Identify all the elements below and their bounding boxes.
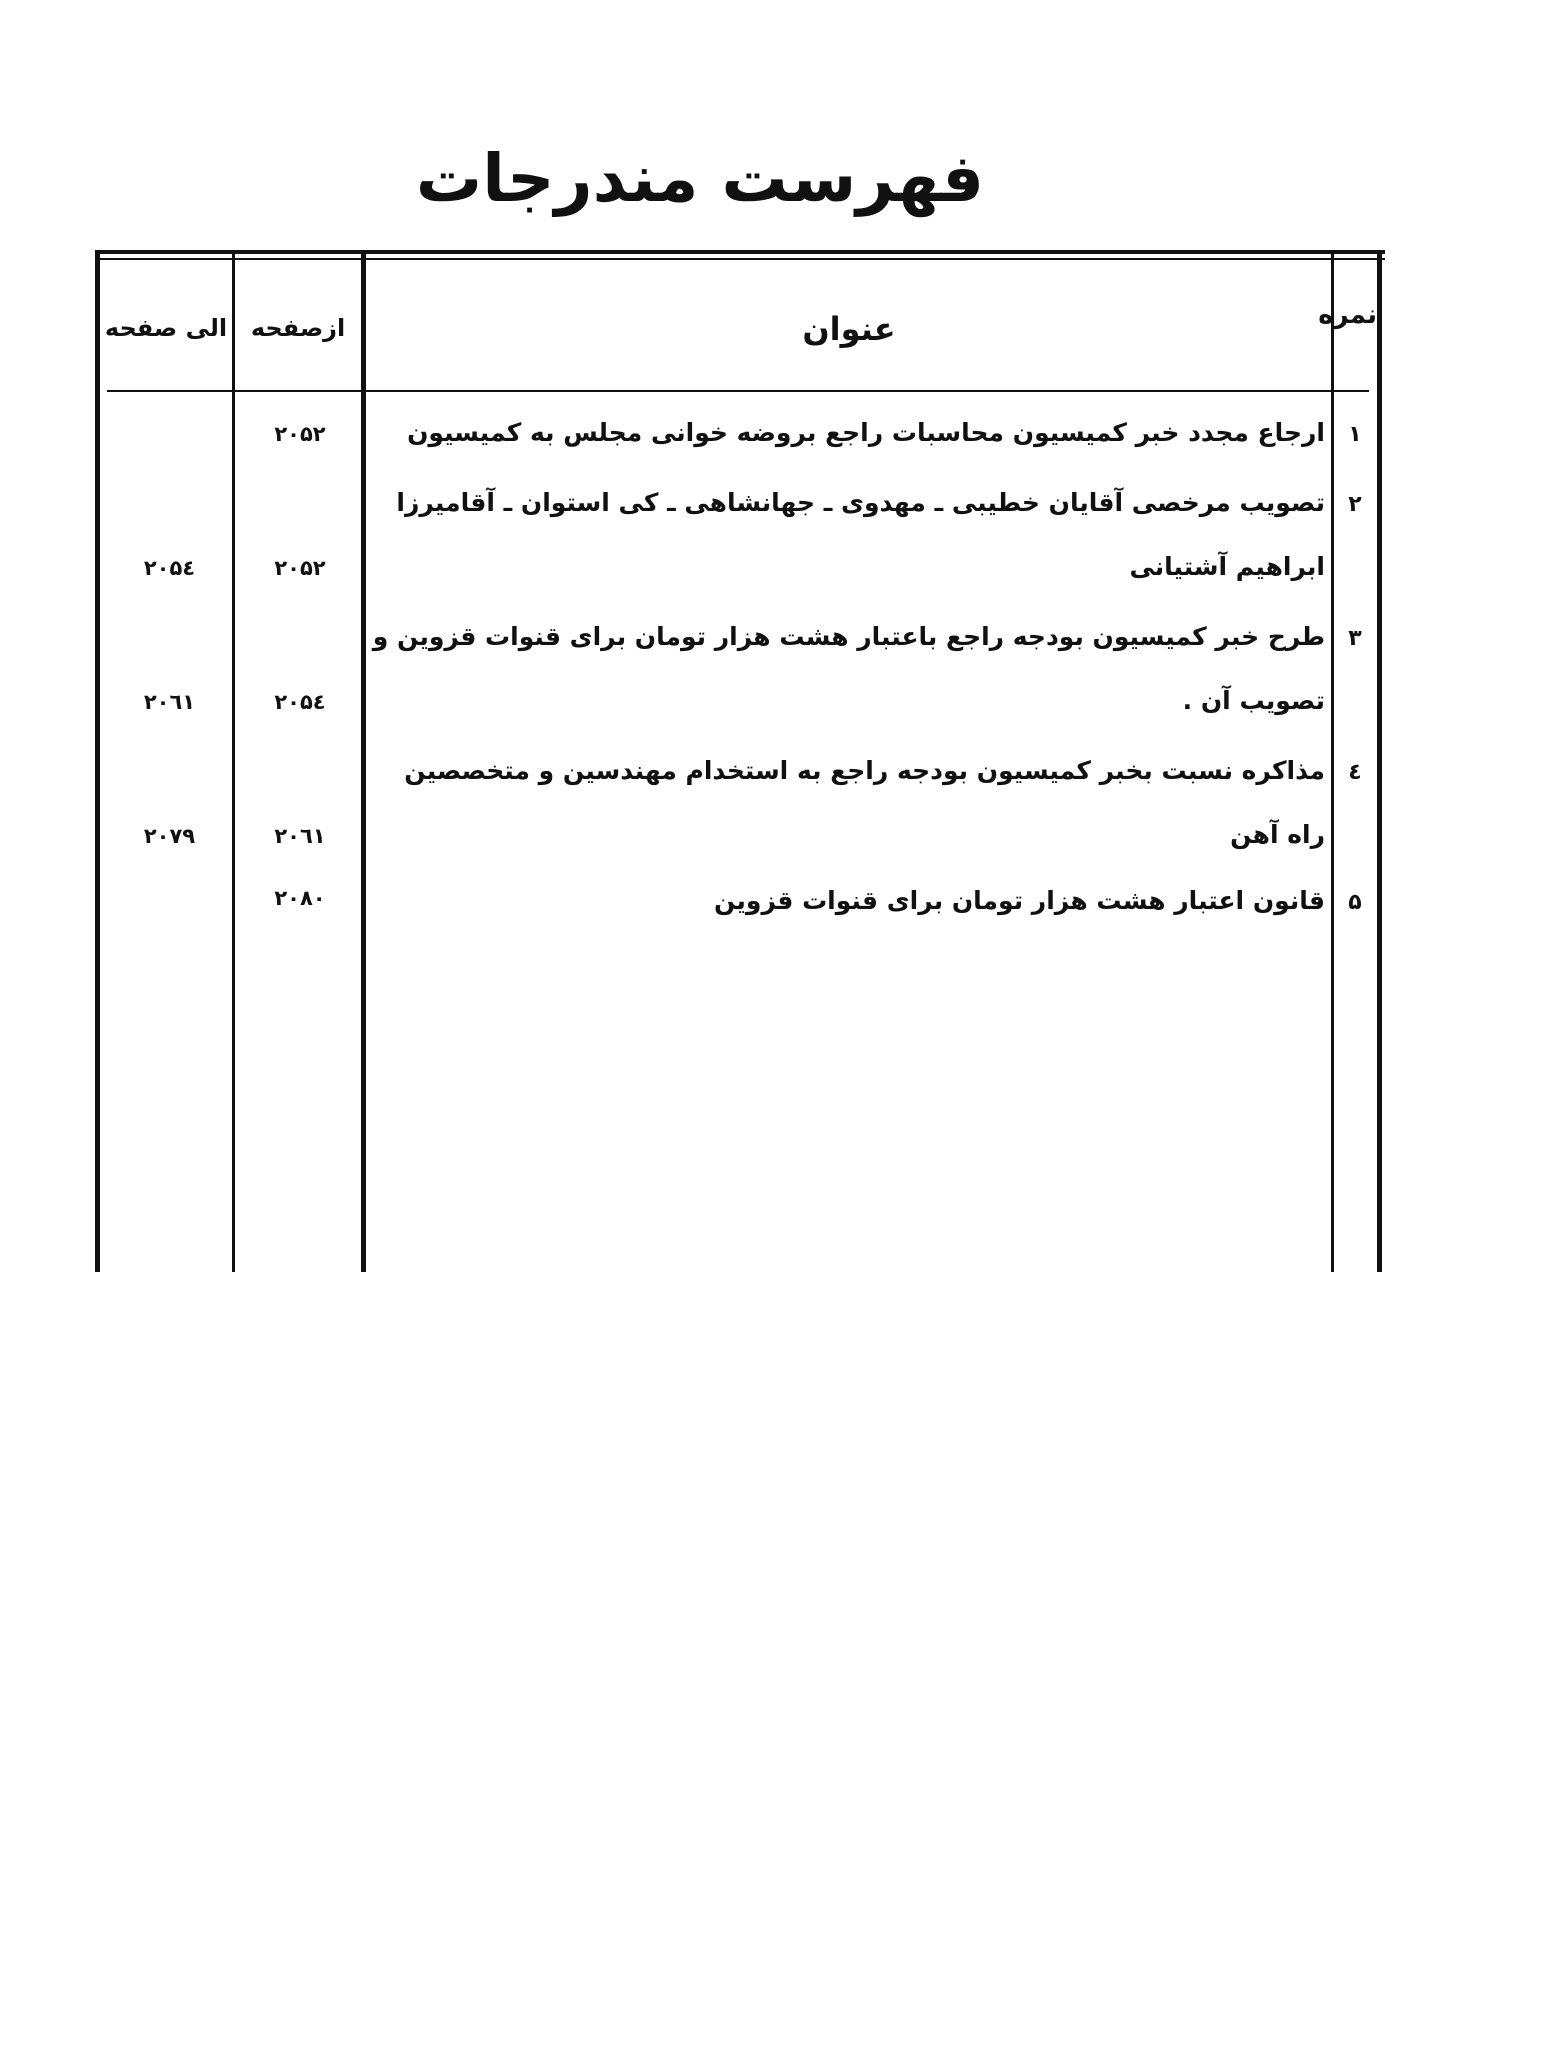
header-from-page: ازصفحه bbox=[250, 314, 346, 342]
entry-4-line-1: مذاکره نسبت بخبر کمیسیون بودجه راجع به استخدام مهندسین و متخصصین bbox=[404, 756, 1325, 785]
entry-3-line-1: طرح خبر کمیسیون بودجه راجع باعتبار هشت هزار تومان برای قنوات قزوین و bbox=[372, 622, 1325, 651]
entry-2-line-1: تصویب مرخصی آقایان خطیبی ـ مهدوی ـ جهانشاهی ـ کی استوان ـ آقامیرزا bbox=[396, 488, 1325, 517]
header-subject: عنوان bbox=[802, 310, 896, 348]
column-divider-subject-number bbox=[1331, 250, 1334, 1272]
header-bottom-rule bbox=[107, 390, 1369, 392]
entry-2-line-2: ابراهیم آشتیانی bbox=[1129, 552, 1325, 581]
entry-5-number: ۵ bbox=[1348, 890, 1362, 915]
entry-2-number: ۲ bbox=[1348, 492, 1362, 517]
entry-4-line-2: راه آهن bbox=[1230, 820, 1325, 849]
entry-4-number: ٤ bbox=[1348, 760, 1362, 785]
column-divider-to-from bbox=[232, 250, 235, 1272]
entry-1-from-page: ۲۰۵۲ bbox=[274, 422, 326, 446]
header-number: نمره bbox=[1318, 300, 1377, 330]
table-left-border bbox=[95, 250, 100, 1272]
entry-4-from-page: ۲۰٦۱ bbox=[274, 824, 326, 848]
entry-5-line-1: قانون اعتبار هشت هزار تومان برای قنوات قزوین bbox=[714, 886, 1325, 915]
entry-3-number: ۳ bbox=[1348, 626, 1362, 651]
table-top-rule bbox=[95, 250, 1385, 254]
entry-3-to-page: ۲۰٦۱ bbox=[143, 690, 196, 714]
column-divider-from-subject bbox=[361, 250, 366, 1272]
table-right-border bbox=[1377, 250, 1382, 1272]
contents-table bbox=[95, 250, 1385, 1272]
entry-2-to-page: ۲۰۵٤ bbox=[143, 556, 196, 580]
page-title: فهرست مندرجات bbox=[415, 140, 985, 217]
entry-4-to-page: ۲۰۷۹ bbox=[143, 824, 196, 848]
entry-1-line-1: ارجاع مجدد خبر کمیسیون محاسبات راجع بروضه خوانی مجلس به کمیسیون bbox=[407, 418, 1325, 447]
entry-2-from-page: ۲۰۵۲ bbox=[274, 556, 326, 580]
entry-5-from-page: ۲۰۸۰ bbox=[274, 886, 326, 910]
table-top-rule-inner bbox=[95, 258, 1385, 260]
entry-3-from-page: ۲۰۵٤ bbox=[274, 690, 326, 714]
header-to-page: الی صفحه bbox=[104, 314, 228, 342]
entry-3-line-2: تصویب آن . bbox=[1182, 686, 1325, 715]
entry-1-number: ۱ bbox=[1348, 422, 1362, 447]
